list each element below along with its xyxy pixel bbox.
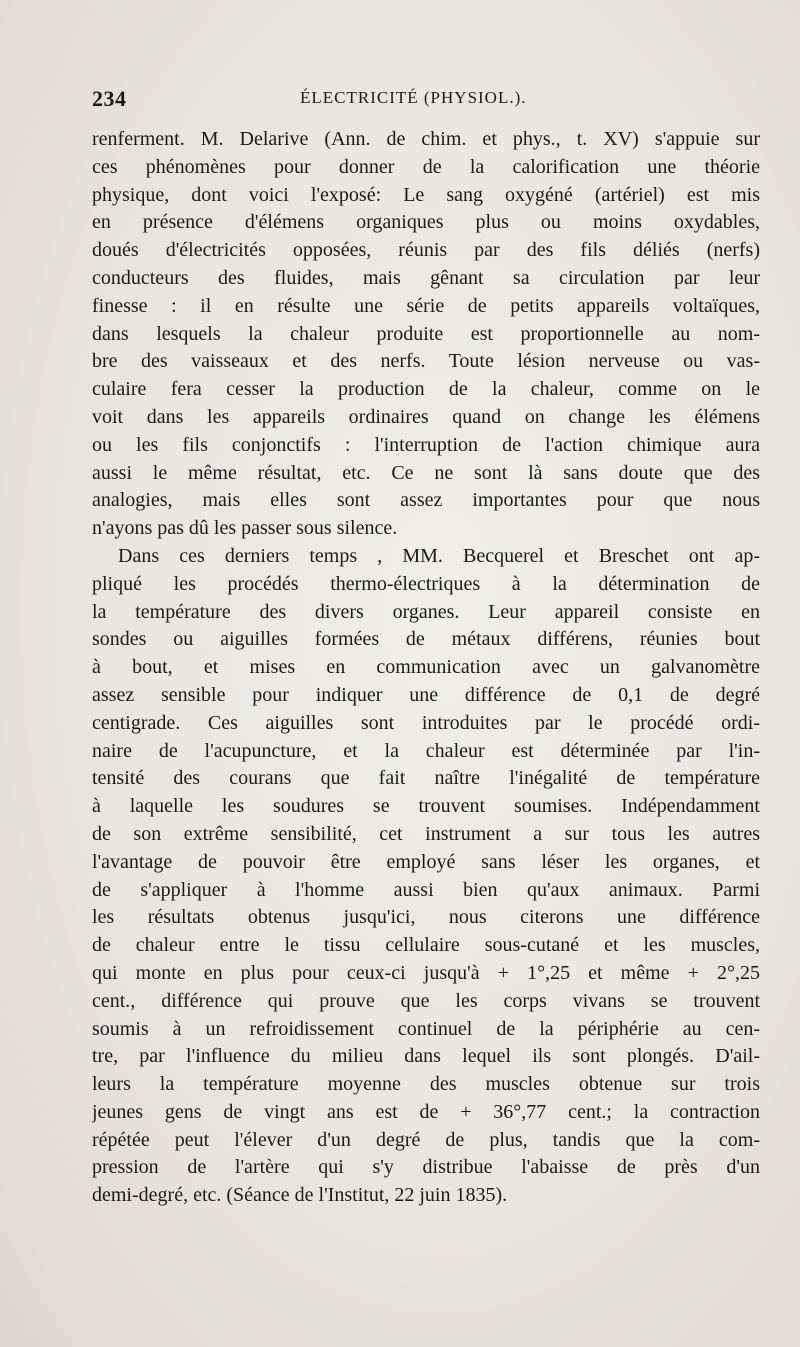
text-line: sondes ou aiguilles formées de métaux différens, réunies bout: [92, 628, 760, 651]
text-line: pression de l'artère qui s'y distribue l'abaisse de près d'un: [92, 1156, 760, 1179]
page-number: 234: [92, 86, 127, 111]
text-line: demi-degré, etc. (Séance de l'Institut, 22 juin 1835).: [92, 1184, 508, 1207]
text-line: naire de l'acupuncture, et la chaleur est déterminée par l'in-: [92, 739, 760, 762]
text-line: répétée peut l'élever d'un degré de plus, tandis que la com-: [92, 1128, 760, 1151]
text-line: finesse : il en résulte une série de petits appareils voltaïques,: [92, 294, 760, 317]
text-line: aussi le même résultat, etc. Ce ne sont là sans doute que des: [92, 461, 760, 484]
text-line: ces phénomènes pour donner de la calorification une théorie: [92, 155, 760, 178]
text-line: à laquelle les soudures se trouvent soumises. Indépendamment: [92, 795, 760, 818]
text-line: qui monte en plus pour ceux-ci jusqu'à + 1°,25 et même + 2°,25: [92, 961, 760, 984]
text-line: voit dans les appareils ordinaires quand on change les élémens: [92, 405, 760, 428]
text-line: physique, dont voici l'exposé: Le sang oxygéné (artériel) est mis: [92, 183, 760, 206]
text-line: analogies, mais elles sont assez importantes pour que nous: [92, 489, 760, 512]
text-line: en présence d'élémens organiques plus ou moins oxydables,: [92, 211, 760, 234]
text-line: tre, par l'influence du milieu dans lequel ils sont plongés. D'ail-: [92, 1045, 760, 1068]
text-line: doués d'électricités opposées, réunis par des fils déliés (nerfs): [92, 239, 760, 262]
text-line: culaire fera cesser la production de la chaleur, comme on le: [92, 378, 760, 401]
text-line: la température des divers organes. Leur appareil consiste en: [92, 600, 760, 623]
text-line: ou les fils conjonctifs : l'interruption de l'action chimique aura: [92, 433, 760, 456]
text-line: leurs la température moyenne des muscles obtenue sur trois: [92, 1073, 760, 1096]
text-line: les résultats obtenus jusqu'ici, nous citerons une différence: [92, 906, 760, 929]
text-line: à bout, et mises en communication avec un galvanomètre: [92, 656, 760, 679]
text-line: bre des vaisseaux et des nerfs. Toute lésion nerveuse ou vas-: [92, 350, 760, 373]
paragraph-1: [92, 126, 760, 543]
text-line: soumis à un refroidissement continuel de la périphérie au cen-: [92, 1017, 760, 1040]
text-line: assez sensible pour indiquer une différence de 0,1 de degré: [92, 683, 760, 706]
text-line: conducteurs des fluides, mais gênant sa circulation par leur: [92, 266, 760, 289]
text-line: tensité des courans que fait naître l'inégalité de température: [92, 767, 760, 790]
running-head: ÉLECTRICITÉ (PHYSIOL.).: [300, 88, 527, 107]
text-line: n'ayons pas dû les passer sous silence.: [92, 517, 398, 540]
text-line: l'avantage de pouvoir être employé sans léser les organes, et: [92, 850, 760, 873]
text-line: de chaleur entre le tissu cellulaire sous-cutané et les muscles,: [92, 934, 760, 957]
text-line: pliqué les procédés thermo-électriques à la détermination de: [92, 572, 760, 595]
text-line: jeunes gens de vingt ans est de + 36°,77 cent.; la contraction: [92, 1100, 760, 1123]
text-line: de son extrême sensibilité, cet instrument a sur tous les autres: [92, 822, 760, 845]
text-line: centigrade. Ces aiguilles sont introduites par le procédé ordi-: [92, 711, 760, 734]
paragraph-2: [92, 543, 760, 1210]
text-line: cent., différence qui prouve que les corps vivans se trouvent: [92, 989, 760, 1012]
text-line: Dans ces derniers temps , MM. Becquerel et Breschet ont ap-: [118, 544, 760, 567]
body-text: [92, 126, 760, 1210]
text-line: de s'appliquer à l'homme aussi bien qu'aux animaux. Parmi: [92, 878, 760, 901]
text-line: renferment. M. Delarive (Ann. de chim. et phys., t. XV) s'appuie sur: [92, 128, 760, 150]
text-line: dans lesquels la chaleur produite est proportionnelle au nom-: [92, 322, 760, 345]
page-header: [92, 86, 760, 116]
